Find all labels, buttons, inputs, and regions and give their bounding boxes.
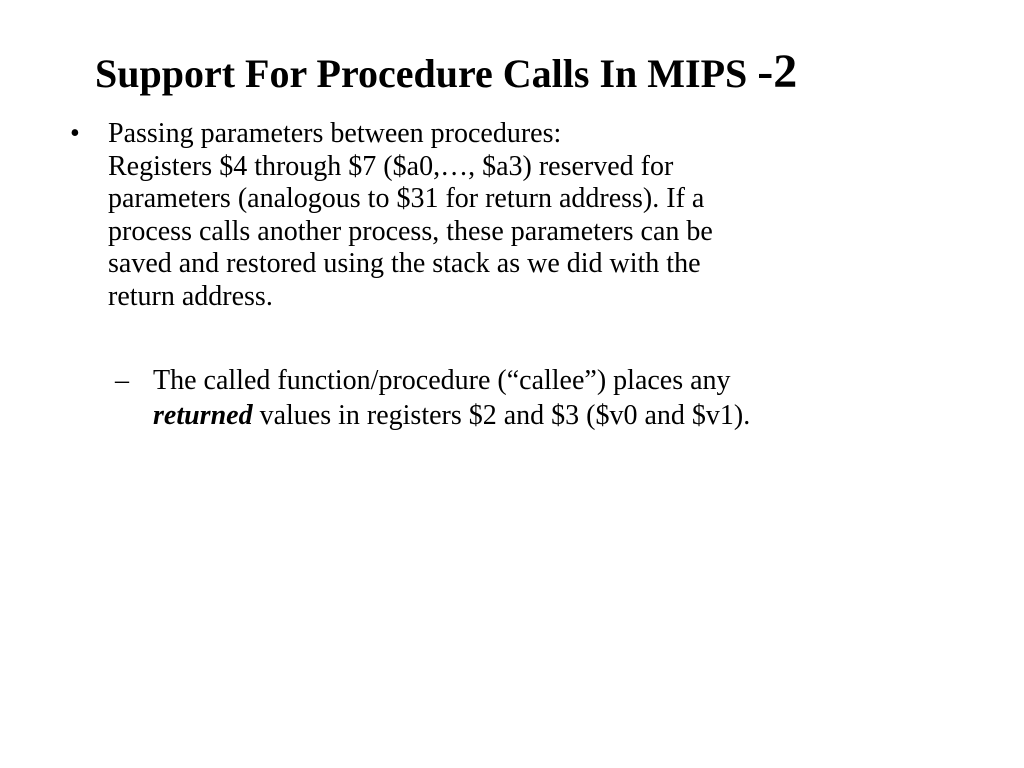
sub-bullet-line xyxy=(153,398,913,433)
bullet-text xyxy=(108,118,868,313)
slide-title-text: Support For Procedure Calls In MIPS xyxy=(95,51,748,96)
sub-bullet-line-rest: values in registers $2 and $3 ($v0 and $v1). xyxy=(252,400,751,431)
slide-title-suffix: -2 xyxy=(757,45,798,98)
slide-title xyxy=(95,44,797,102)
sub-bullet-line: The called function/procedure (“callee”) places any xyxy=(153,365,731,396)
bullet-line: return address. xyxy=(108,280,273,312)
sub-bullet-text xyxy=(153,363,913,433)
bullet-line: saved and restored using the stack as we did with the xyxy=(108,248,701,279)
bullet-line: process calls another process, these parameters can be xyxy=(108,215,713,247)
bullet-line: parameters (analogous to $31 for return address). If a xyxy=(108,183,705,214)
bullet-marker: • xyxy=(70,118,80,149)
sub-bullet-marker: – xyxy=(115,365,129,396)
returned-emphasis: returned xyxy=(153,400,253,431)
bullet-line: Passing parameters between procedures: xyxy=(108,118,562,149)
bullet-line: Registers $4 through $7 ($a0,…, $a3) reserved for xyxy=(108,150,674,182)
